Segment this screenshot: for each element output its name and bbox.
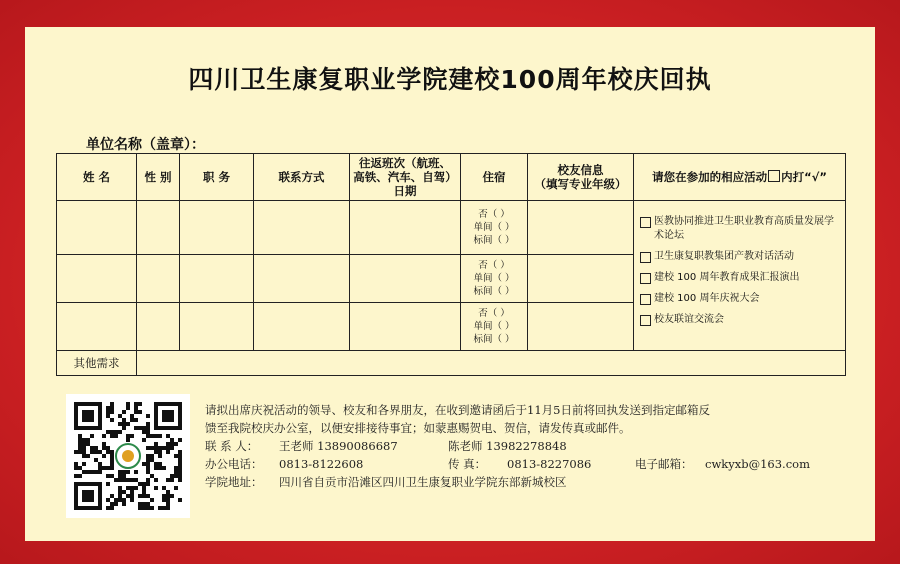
gender-cell[interactable] (137, 201, 180, 255)
contact-cell[interactable] (254, 255, 350, 303)
activity-label: 建校 100 周年教育成果汇报演出 (654, 272, 800, 283)
header-travel (350, 154, 461, 201)
header-name: 姓 名 (57, 154, 137, 201)
position-cell[interactable] (180, 201, 254, 255)
address: 四川省自贡市沿滩区四川卫生康复职业学院东部新城校区 (279, 475, 567, 489)
header-activities (634, 154, 846, 201)
lodging-option-single: 单间（ ） (473, 321, 515, 332)
checkbox-icon[interactable] (640, 315, 651, 326)
name-cell[interactable] (57, 255, 137, 303)
gender-cell[interactable] (137, 255, 180, 303)
lodging-option-double: 标间（ ） (473, 286, 515, 297)
header-contact: 联系方式 (254, 154, 350, 201)
travel-cell[interactable] (350, 201, 461, 255)
qr-code-icon (74, 402, 182, 510)
other-needs-label: 其他需求 (57, 351, 137, 376)
office-phone-label: 办公电话： (205, 457, 263, 471)
position-cell[interactable] (180, 255, 254, 303)
office-phone: 0813-8122608 (279, 457, 364, 471)
lodging-option-no: 否（ ） (478, 209, 510, 220)
contact-cell[interactable] (254, 201, 350, 255)
lodging-cell[interactable] (461, 201, 528, 255)
activity-item[interactable] (640, 271, 841, 285)
email-label: 电子邮箱： (635, 457, 693, 471)
activity-item[interactable] (640, 292, 841, 306)
lodging-option-no: 否（ ） (478, 260, 510, 271)
alumni-cell[interactable] (528, 255, 634, 303)
checkbox-icon[interactable] (640, 252, 651, 263)
contact-chen: 陈老师 13982278848 (448, 439, 567, 453)
other-needs-field[interactable] (137, 351, 846, 376)
activity-label: 医教协同推进卫生职业教育高质量发展学术论坛 (654, 216, 834, 241)
name-cell[interactable] (57, 201, 137, 255)
activity-item[interactable] (640, 250, 841, 264)
activity-item[interactable] (640, 313, 841, 327)
phone-line (205, 455, 855, 473)
contact-cell[interactable] (254, 303, 350, 351)
fax-number: 0813-8227086 (507, 457, 592, 471)
position-cell[interactable] (180, 303, 254, 351)
contact-line (205, 437, 855, 455)
address-label: 学院地址： (205, 475, 263, 489)
other-needs-row (57, 351, 846, 376)
lodging-option-double: 标间（ ） (473, 334, 515, 345)
header-position: 职 务 (180, 154, 254, 201)
checkbox-icon[interactable] (640, 294, 651, 305)
lodging-option-single: 单间（ ） (473, 222, 515, 233)
name-cell[interactable] (57, 303, 137, 351)
activities-cell (634, 201, 846, 351)
activity-item[interactable] (640, 215, 841, 243)
checkbox-icon[interactable] (640, 273, 651, 284)
lodging-option-double: 标间（ ） (473, 235, 515, 246)
header-alumni-line2: （填写专业年级） (534, 177, 627, 191)
activity-label: 建校 100 周年庆祝大会 (654, 293, 760, 304)
page-title: 四川卫生康复职业学院建校100周年校庆回执 (188, 65, 712, 94)
registration-table (56, 153, 846, 376)
receipt-card (25, 27, 875, 541)
header-activities-post: 内打“√” (781, 170, 827, 184)
lodging-option-single: 单间（ ） (473, 273, 515, 284)
lodging-cell[interactable] (461, 303, 528, 351)
header-travel-line2: 高铁、汽车、自驾） (353, 170, 457, 184)
email-address[interactable]: cwkyxb@163.com (705, 457, 810, 471)
table-row (57, 201, 846, 255)
unit-name-label: 单位名称（盖章）： (86, 137, 205, 153)
header-activities-pre: 请您在参加的相应活动 (652, 170, 768, 184)
notice-line2: 馈至我院校庆办公室，以便安排接待事宜；如蒙惠赐贺电、贺信，请发传真或邮件。 (205, 421, 631, 435)
address-line (205, 473, 855, 491)
notice-block (205, 401, 855, 491)
gender-cell[interactable] (137, 303, 180, 351)
header-alumni (528, 154, 634, 201)
contact-wang: 王老师 13890086687 (279, 439, 398, 453)
checkbox-icon (768, 170, 780, 182)
header-travel-line3: 日期 (393, 184, 417, 198)
header-lodging: 住宿 (461, 154, 528, 201)
lodging-option-no: 否（ ） (478, 308, 510, 319)
header-gender: 性 别 (137, 154, 180, 201)
checkbox-icon[interactable] (640, 217, 651, 228)
lodging-cell[interactable] (461, 255, 528, 303)
travel-cell[interactable] (350, 255, 461, 303)
header-alumni-line1: 校友信息 (557, 163, 604, 177)
header-travel-line1: 往返班次（航班、 (359, 156, 451, 170)
activity-label: 校友联谊交流会 (654, 314, 724, 325)
activity-label: 卫生康复职教集团产教对话活动 (654, 251, 794, 262)
contact-label: 联 系 人： (205, 439, 259, 453)
travel-cell[interactable] (350, 303, 461, 351)
fax-label: 传 真： (448, 457, 487, 471)
notice-line1: 请拟出席庆祝活动的领导、校友和各界朋友，在收到邀请函后于11月5日前将回执发送到指定邮箱反 (205, 403, 710, 417)
alumni-cell[interactable] (528, 201, 634, 255)
alumni-cell[interactable] (528, 303, 634, 351)
header-row (57, 154, 846, 201)
qr-code (66, 394, 190, 518)
